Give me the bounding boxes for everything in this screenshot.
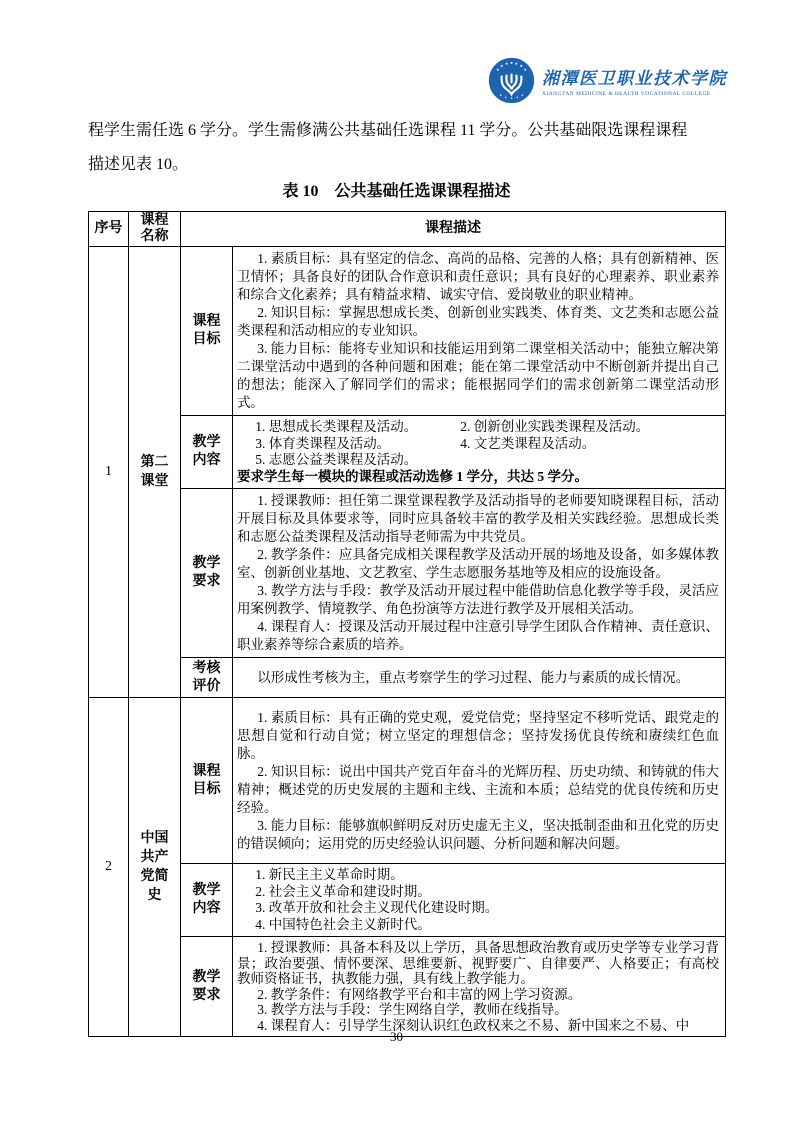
table-row: [89, 698, 726, 864]
content-item: 3. 改革开放和社会主义现代化建设时期。: [255, 900, 499, 915]
content-item: 3. 体育类课程及活动。: [255, 435, 391, 451]
page-number: 30: [390, 1029, 403, 1044]
paragraph: 以形成性考核为主，重点考察学生的学习过程、能力与素质的成长情况。: [257, 669, 690, 685]
paragraph: 4. 课程育人：授课及活动开展过程中注意引导学生团队合作精神、责任意识、职业素养等综合素质的培养。: [237, 619, 719, 652]
content-note: 要求学生每一模块的课程或活动选修 1 学分，共达 5 学分。: [237, 468, 588, 484]
content-item: 5. 志愿公益类课程及活动。: [255, 452, 418, 467]
college-name-en: XIANGTAN MEDICINE & HEALTH VOCATIONAL COLLEGE: [542, 91, 711, 97]
content-item: 2. 社会主义革命和建设时期。: [255, 883, 431, 899]
section-label-cell: 课程目标: [181, 247, 233, 416]
table-title: 表 10 公共基础任选课课程描述: [282, 183, 511, 200]
paragraph: 3. 教学方法与手段：学生网络自学，教师在线指导。: [257, 1002, 568, 1017]
intro-line: 描述见表 10。: [88, 156, 189, 173]
content-item: 1. 思想成长类课程及活动。: [255, 419, 418, 434]
content-line: [237, 452, 719, 469]
section-label-cell: 教学要求: [181, 489, 233, 658]
intro-paragraph: [88, 114, 720, 182]
content-item: [460, 452, 719, 469]
content-item: 4. 中国特色社会主义新时代。: [255, 916, 431, 932]
section-label-cell: 教学内容: [181, 864, 233, 937]
content-item: 2. 创新创业实践类课程及活动。: [460, 419, 650, 434]
paragraph: 2. 知识目标：掌握思想成长类、创新创业实践类、体育类、文艺类和志愿公益类课程和活动相应的专业知识。: [237, 305, 719, 338]
header-cell-no: 序号: [89, 212, 129, 247]
content-item: 4. 文艺类课程及活动。: [460, 435, 596, 451]
section-content-cell: [233, 864, 726, 937]
table-row: [89, 937, 726, 1037]
content-line: [237, 436, 719, 453]
section-label-cell: 考核评价: [181, 658, 233, 698]
paragraph: 3. 能力目标：能将专业知识和技能运用到第二课堂相关活动中；能独立解决第二课堂活动中遇到的各种问题和困难；能在第二课堂活动中不断创新并提出自己的想法；能深入了解同学们的需求；能根据同学们的需求创新第二课堂活动形式。: [237, 341, 719, 410]
section-content-cell: [233, 489, 726, 658]
intro-line: 程学生需任选 6 学分。学生需修满公共基础任选课程 11 学分。公共基础限选课程课程: [88, 122, 688, 139]
content-line: [237, 419, 719, 436]
section-content-cell: [233, 416, 726, 489]
section-label-cell: 教学要求: [181, 937, 233, 1037]
paragraph: 2. 教学条件：应具备完成相关课程教学及活动开展的场地及设备，如多媒体教室、创新创业基地、文艺教室、学生志愿服务基地等及相应的设施设备。: [237, 547, 719, 580]
paragraph: 2. 教学条件：有网络教学平台和丰富的网上学习资源。: [257, 986, 582, 1002]
college-name-cn: 湘潭医卫职业技术学院: [542, 69, 727, 88]
section-content-cell: [233, 247, 726, 416]
row-number-cell: 2: [89, 698, 129, 1037]
paragraph: 4. 课程育人：引导学生深刻认识红色政权来之不易、新中国来之不易、中: [257, 1017, 690, 1033]
table-row: [89, 658, 726, 698]
paragraph: 2. 知识目标：说出中国共产党百年奋斗的光辉历程、历史功绩、和铸就的伟大精神；概述党的历史发展的主题和主线、主流和本质；总结党的优良传统和历史经验。: [237, 763, 719, 815]
college-logo: [488, 57, 727, 104]
paragraph: 1. 授课教师：担任第二课堂课程教学及活动指导的老师要知晓课程目标，活动开展目标及具体要求等，同时应具备较丰富的教学及相关实践经验。思想成长类和志愿公益类课程及活动指导老师需为中共党员。: [237, 493, 719, 544]
college-emblem-icon: [488, 57, 535, 104]
header-cell-description: 课程描述: [181, 212, 726, 247]
paragraph: 1. 授课教师：具备本科及以上学历，具备思想政治教育或历史学等专业学习背景；政治要强、情怀要深、思维要新、视野要广、自律要严、人格要正；有高校教师资格证书，执教能力强，具有线上教学能力。: [237, 940, 719, 986]
paragraph: 3. 能力目标：能够旗帜鲜明反对历史虚无主义，坚决抵制歪曲和丑化党的历史的错误倾向；运用党的历史经验认识问题、分析问题和解决问题。: [237, 817, 719, 851]
section-label-cell: 课程目标: [181, 698, 233, 864]
course-description-table: [88, 211, 726, 1037]
section-content-cell: [233, 698, 726, 864]
content-item: 1. 新民主主义革命时期。: [255, 867, 404, 882]
table-row: [89, 247, 726, 416]
table-row: [89, 489, 726, 658]
course-name-cell: 中国共产党简史: [129, 698, 181, 1037]
paragraph: 1. 素质目标：具有正确的党史观，爱党信党；坚持坚定不移听党话、跟党走的思想自觉和行动自觉；树立坚定的理想信念；坚持发扬优良传统和赓续红色血脉。: [237, 709, 719, 761]
section-content-cell: [233, 937, 726, 1037]
paragraph: 1. 素质目标：具有坚定的信念、高尚的品格、完善的人格；具有创新精神、医卫情怀；具备良好的团队合作意识和责任意识；具有良好的心理素养、职业素养和综合文化素养；具有精益求精、诚实守信、爱岗敬业的职业精神。: [237, 251, 719, 302]
row-number-cell: 1: [89, 247, 129, 698]
table-row: [89, 864, 726, 937]
section-content-cell: [233, 658, 726, 698]
section-label-cell: 教学内容: [181, 416, 233, 489]
course-name-cell: 第二课堂: [129, 247, 181, 698]
table-header-row: [89, 212, 726, 247]
paragraph: 3. 教学方法与手段：教学及活动开展过程中能借助信息化教学等手段，灵活应用案例教学、情境教学、角色扮演等方法进行教学及开展相关活动。: [237, 583, 719, 616]
header-cell-course: 课程名称: [129, 212, 181, 247]
table-row: [89, 416, 726, 489]
